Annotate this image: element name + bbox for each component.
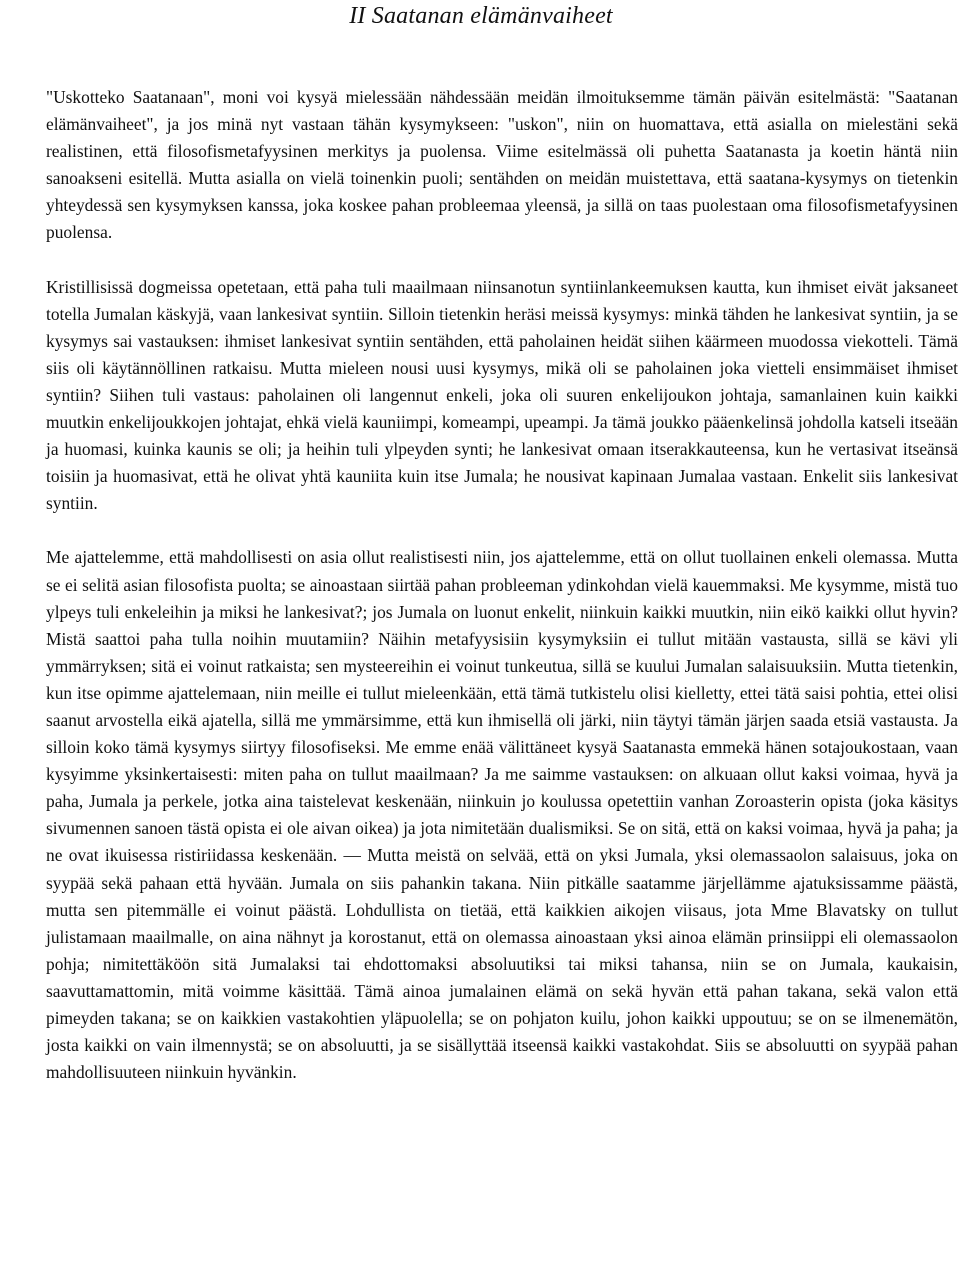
paragraph-3: Me ajattelemme, että mahdollisesti on asia ollut realistisesti niin, jos ajattelemme, että on ollut tuollainen enkeli olemassa. Mutta se ei selitä asian filosofista puolta; se ainoastaan siirtää pahan probleeman ydinkohdan vielä kauemmaksi. Me kysymme, mistä tuo ylpeys tuli enkeleihin ja miksi he lankesivat?; jos Jumala on luonut enkelit, niinkuin kaikki muutkin, niin eikö kaikki ollut hyvin? Mistä saattoi paha tulla noihin muutamiin? Näihin metafyysisiin kysymyksiin ei tullut mitään vastausta, sillä se kävi yli ymmärryksen; sitä ei voinut ratkaista; sen mysteereihin ei voinut tunkeutua, sillä se kuului Jumalan salaisuuksiin. Mutta tietenkin, kun itse opimme ajattelemaan, niin meille ei tullut mieleenkään, että tämä tutkistelu olisi kielletty, ettei tätä saisi pohtia, ettei olisi saanut arvostella eikä ajatella, sillä me ymmärsimme, että kun ihmisellä oli järki, niin täytyi tämän järjen saada etsiä vastausta. Ja silloin koko tämä kysymys siirtyy filosofiseksi. Me emme enää välittäneet kysyä Saatanasta emmekä hänen sotajoukostaan, vaan kysyimme yksinkertaisesti: miten paha on tullut maailmaan? Ja me saimme vastauksen: on alkuaan ollut kaksi voimaa, hyvä ja paha, Jumala ja perkele, jotka aina taistelevat keskenään, niinkuin jo koulussa opetettiin vanhan Zoroasterin opista (joka käsitys sivumennen sanoen tästä opista ei ole aivan oikea) ja jota nimitetään dualismiksi. Se on sitä, että on kaksi voimaa, hyvä ja paha; ja ne ovat ikuisessa ristiriidassa keskenään. — Mutta meistä on selvää, että on yksi Jumala, yksi olemassaolon salaisuus, joka on syypää sekä pahaan että hyvään. Jumala on siis pahankin takana. Niin pitkälle saatamme järjellämme ajatuksissamme päästä, mutta sen pitemmälle ei voinut päästä. Lohdullista on tietää, että kaikkien aikojen viisaus, jota Mme Blavatsky on tullut julistamaan maailmalle, on aina nähnyt ja korostanut, että on olemassa ainoastaan yksi ainoa elämän prinsiippi eli olemassaolon pohja; nimitettäköön sitä Jumalaksi tai ehdottomaksi absoluutiksi tai miksi tahansa, niin se on Jumala, kaukaisin, saavuttamattomin, mitä voimme käsittää. Tämä ainoa jumalainen elämä on sekä hyvän että pahan takana, sekä valon että pimeyden takana; se on kaikkien vastakohtien yläpuolella; se on pohjaton kuilu, johon kaikki uppoutuu; se on se ilmenemätön, josta kaikki on vain ilmennystä; se on absoluutti, ja se sisällyttää itseensä kaikki vastakohdat. Siis se absoluutti on syypää pahan mahdollisuuteen niinkuin hyvänkin.	[46, 547, 958, 1083]
paragraph-1: "Uskotteko Saatanaan", moni voi kysyä mielessään nähdessään meidän ilmoituksemme tämän päivän esitelmästä: "Saatanan elämänvaiheet", ja jos minä nyt vastaan tähän kysymykseen: "uskon", niin on huomattava, että asialla on mielestäni sekä realistinen, että filosofismetafyysinen merkitys ja puolensa. Viime esitelmässä oli puhetta Saatanasta ja koetin häntä niin sanoakseni esitellä. Mutta asialla on vielä toinenkin puoli; sentähden on meidän muistettava, että saatana-kysymys on tietenkin yhteydessä sen kysymyksen kanssa, joka koskee pahan probleemaa yleensä, ja sillä on taas puolestaan oma filosofismetafyysinen puolensa.	[46, 87, 958, 243]
chapter-title: II Saatanan elämänvaiheet	[349, 3, 613, 29]
document-page	[4, 0, 958, 1086]
paragraph-2: Kristillisissä dogmeissa opetetaan, että paha tuli maailmaan niinsanotun syntiinlankeemuksen kautta, kun ihmiset eivät jaksaneet totella Jumalan käskyjä, vaan lankesivat syntiin. Silloin tietenkin heräsi meissä kysymys: minkä tähden he lankesivat syntiin, ja se kysymys sai vastauksen: ihmiset lankesivat syntiin sentähden, että paholainen heidät siihen käärmeen muodossa viekotteli. Tämä siis oli käytännöllinen ratkaisu. Mutta mieleen nousi uusi kysymys, mikä oli se paholainen joka vietteli ensimmäiset ihmiset syntiin? Siihen tuli vastaus: paholainen oli langennut enkeli, joka oli suuren enkelijoukon johtaja, samanlainen kuin kaikki muutkin enkelijoukkojen johtajat, ehkä vielä kauniimpi, komeampi, upeampi. Ja tämä joukko pääenkelinsä johdolla katseli itseään ja huomasi, kuinka kaunis se oli; ja heihin tuli ylpeyden synti; he lankesivat omaan itserakkauteensa, kun he vertasivat itseänsä toisiin ja huomasivat, että he olivat yhtä kauniita kuin itse Jumala; he nousivat kapinaan Jumalaa vastaan. Enkelit siis lankesivat syntiin.	[46, 276, 958, 514]
